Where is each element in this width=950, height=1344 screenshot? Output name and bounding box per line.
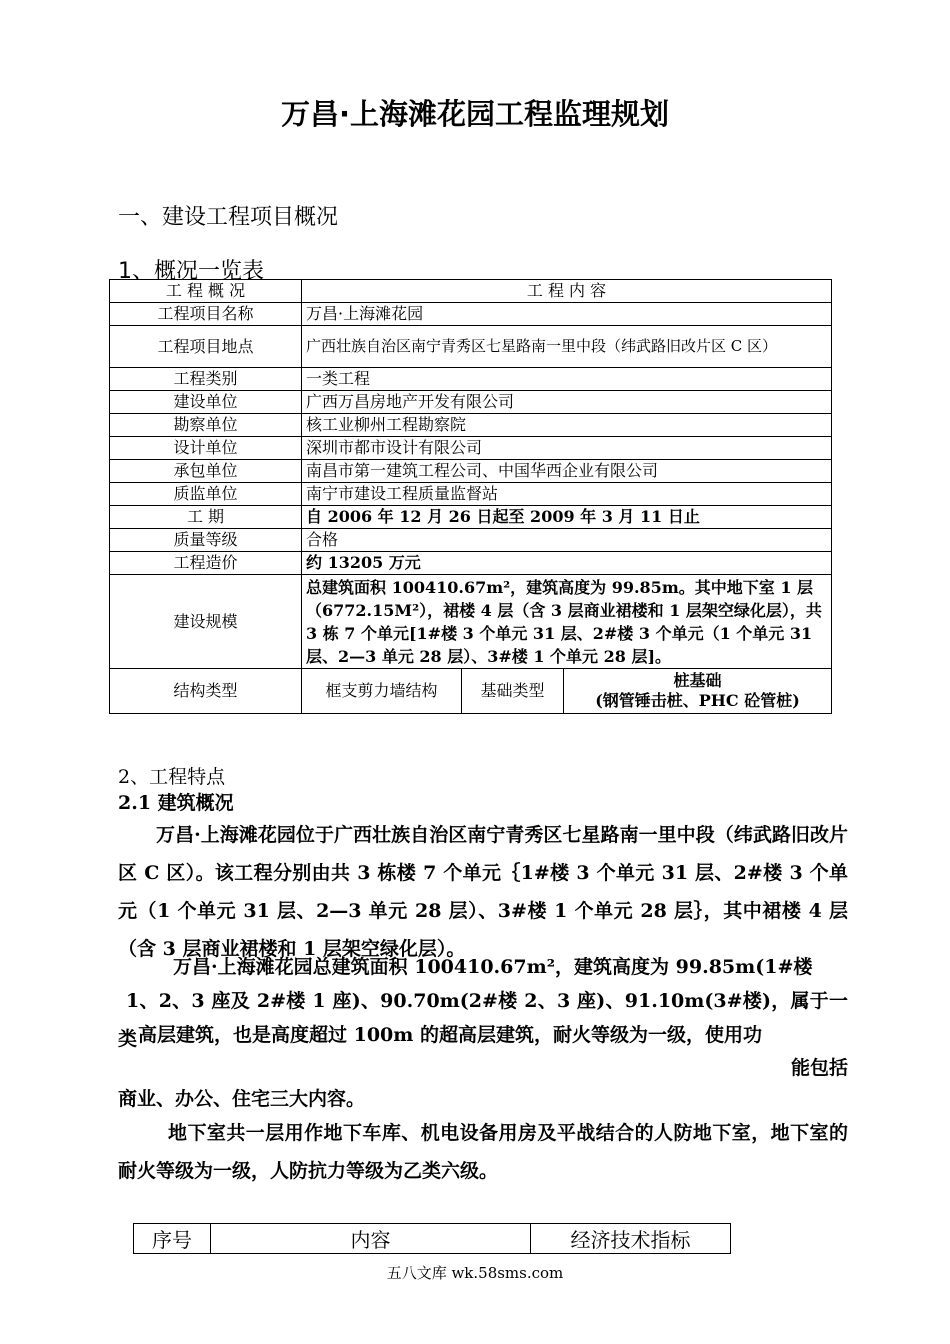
economic-indicator-table	[133, 1223, 731, 1254]
row-label: 设计单位	[110, 437, 302, 460]
table-row	[110, 460, 832, 483]
row-value: 自 2006 年 12 月 26 日起至 2009 年 3 月 11 日止	[302, 506, 832, 529]
paragraph: 万昌·上海滩花园位于广西壮族自治区南宁青秀区七星路南一里中段（纬武路旧改片区 C 区）。该工程分别由共 3 栋楼 7 个单元｛1#楼 3 个单元 31 层、2#楼 3 个单元（1 个单元 31 层、2—3 单元 28 层）、3#楼 1 个单元 28 层｝，其中裙楼 4 层（含 3 层商业裙楼和 1 层架空绿化层）。	[118, 824, 848, 960]
row-value: 南昌市第一建筑工程公司、中国华西企业有限公司	[302, 460, 832, 483]
table-row	[110, 368, 832, 391]
table-row	[110, 326, 832, 368]
table-row	[110, 414, 832, 437]
foundation-value-line: 桩基础	[673, 671, 722, 690]
row-value: 深圳市都市设计有限公司	[302, 437, 832, 460]
row-value: 南宁市建设工程质量监督站	[302, 483, 832, 506]
row-value: 约 13205 万元	[302, 552, 832, 575]
row-label: 质监单位	[110, 483, 302, 506]
row-value: 广西壮族自治区南宁青秀区七星路南一里中段（纬武路旧改片区 C 区）	[302, 326, 832, 368]
row-value: 广西万昌房地产开发有限公司	[302, 391, 832, 414]
paragraph-line: 能包括	[790, 1057, 848, 1079]
row-label: 质量等级	[110, 529, 302, 552]
header-cell: 工 程 概 况	[110, 280, 302, 303]
overview-table	[109, 279, 832, 714]
header-cell: 内容	[211, 1224, 531, 1254]
subsection-heading: 2、工程特点	[118, 766, 226, 788]
table-header-row	[134, 1224, 731, 1254]
table-row	[110, 506, 832, 529]
row-label: 工程项目名称	[110, 303, 302, 326]
table-row	[110, 391, 832, 414]
paragraph-line: 万昌·上海滩花园总建筑面积 100410.67m²，建筑高度为 99.85m(1#楼	[173, 956, 813, 978]
footer-watermark: 五八文库 wk.58sms.com	[386, 1264, 564, 1282]
paragraph-line: 1、2、3 座及 2#楼 1 座)、90.70m(2#楼 2、3 座)、91.10m(3#楼)，属于一类	[118, 990, 848, 1050]
foundation-value	[564, 669, 832, 714]
row-label: 工程类别	[110, 368, 302, 391]
header-cell: 工 程 内 容	[302, 280, 832, 303]
row-value: 总建筑面积 100410.67m²，建筑高度为 99.85m。其中地下室 1 层（6772.15M²），裙楼 4 层（含 3 层商业裙楼和 1 层架空绿化层），共 3 栋 7 个单元[1#楼 3 个单元 31 层、2#楼 3 个单元（1 个单元 31 层、2—3 单元 28 层）、3#楼 1 个单元 28 层]。	[302, 575, 832, 669]
table-row	[110, 669, 832, 714]
row-value: 合格	[302, 529, 832, 552]
section-heading: 一、建设工程项目概况	[118, 205, 339, 230]
row-label: 工程项目地点	[110, 326, 302, 368]
subsection-heading: 1、概况一览表	[118, 259, 264, 284]
paragraph-line: 高层建筑，也是高度超过 100m 的超高层建筑，耐火等级为一级，使用功	[138, 1024, 762, 1046]
table-row	[110, 529, 832, 552]
foundation-value-line: (钢管锤击桩、PHC 砼管桩)	[595, 691, 800, 710]
table-row	[110, 437, 832, 460]
page-title: 万昌·上海滩花园工程监理规划	[280, 97, 670, 131]
table-row	[110, 303, 832, 326]
row-label: 承包单位	[110, 460, 302, 483]
subsection-heading: 2.1 建筑概况	[118, 792, 234, 814]
row-label: 工程造价	[110, 552, 302, 575]
row-value: 万昌·上海滩花园	[302, 303, 832, 326]
structure-value: 框支剪力墙结构	[302, 669, 462, 714]
row-label: 勘察单位	[110, 414, 302, 437]
row-value: 一类工程	[302, 368, 832, 391]
header-cell: 经济技术指标	[531, 1224, 731, 1254]
header-cell: 序号	[134, 1224, 211, 1254]
table-row	[110, 552, 832, 575]
foundation-label: 基础类型	[462, 669, 564, 714]
paragraph: 地下室共一层用作地下车库、机电设备用房及平战结合的人防地下室，地下室的耐火等级为一级，人防抗力等级为乙类六级。	[118, 1122, 848, 1182]
table-row	[110, 575, 832, 669]
table-header-row	[110, 280, 832, 303]
row-label: 建设规模	[110, 575, 302, 669]
paragraph-line: 商业、办公、住宅三大内容。	[118, 1088, 366, 1110]
table-row	[110, 483, 832, 506]
row-label: 建设单位	[110, 391, 302, 414]
row-label: 结构类型	[110, 669, 302, 714]
row-value: 核工业柳州工程勘察院	[302, 414, 832, 437]
row-label: 工 期	[110, 506, 302, 529]
